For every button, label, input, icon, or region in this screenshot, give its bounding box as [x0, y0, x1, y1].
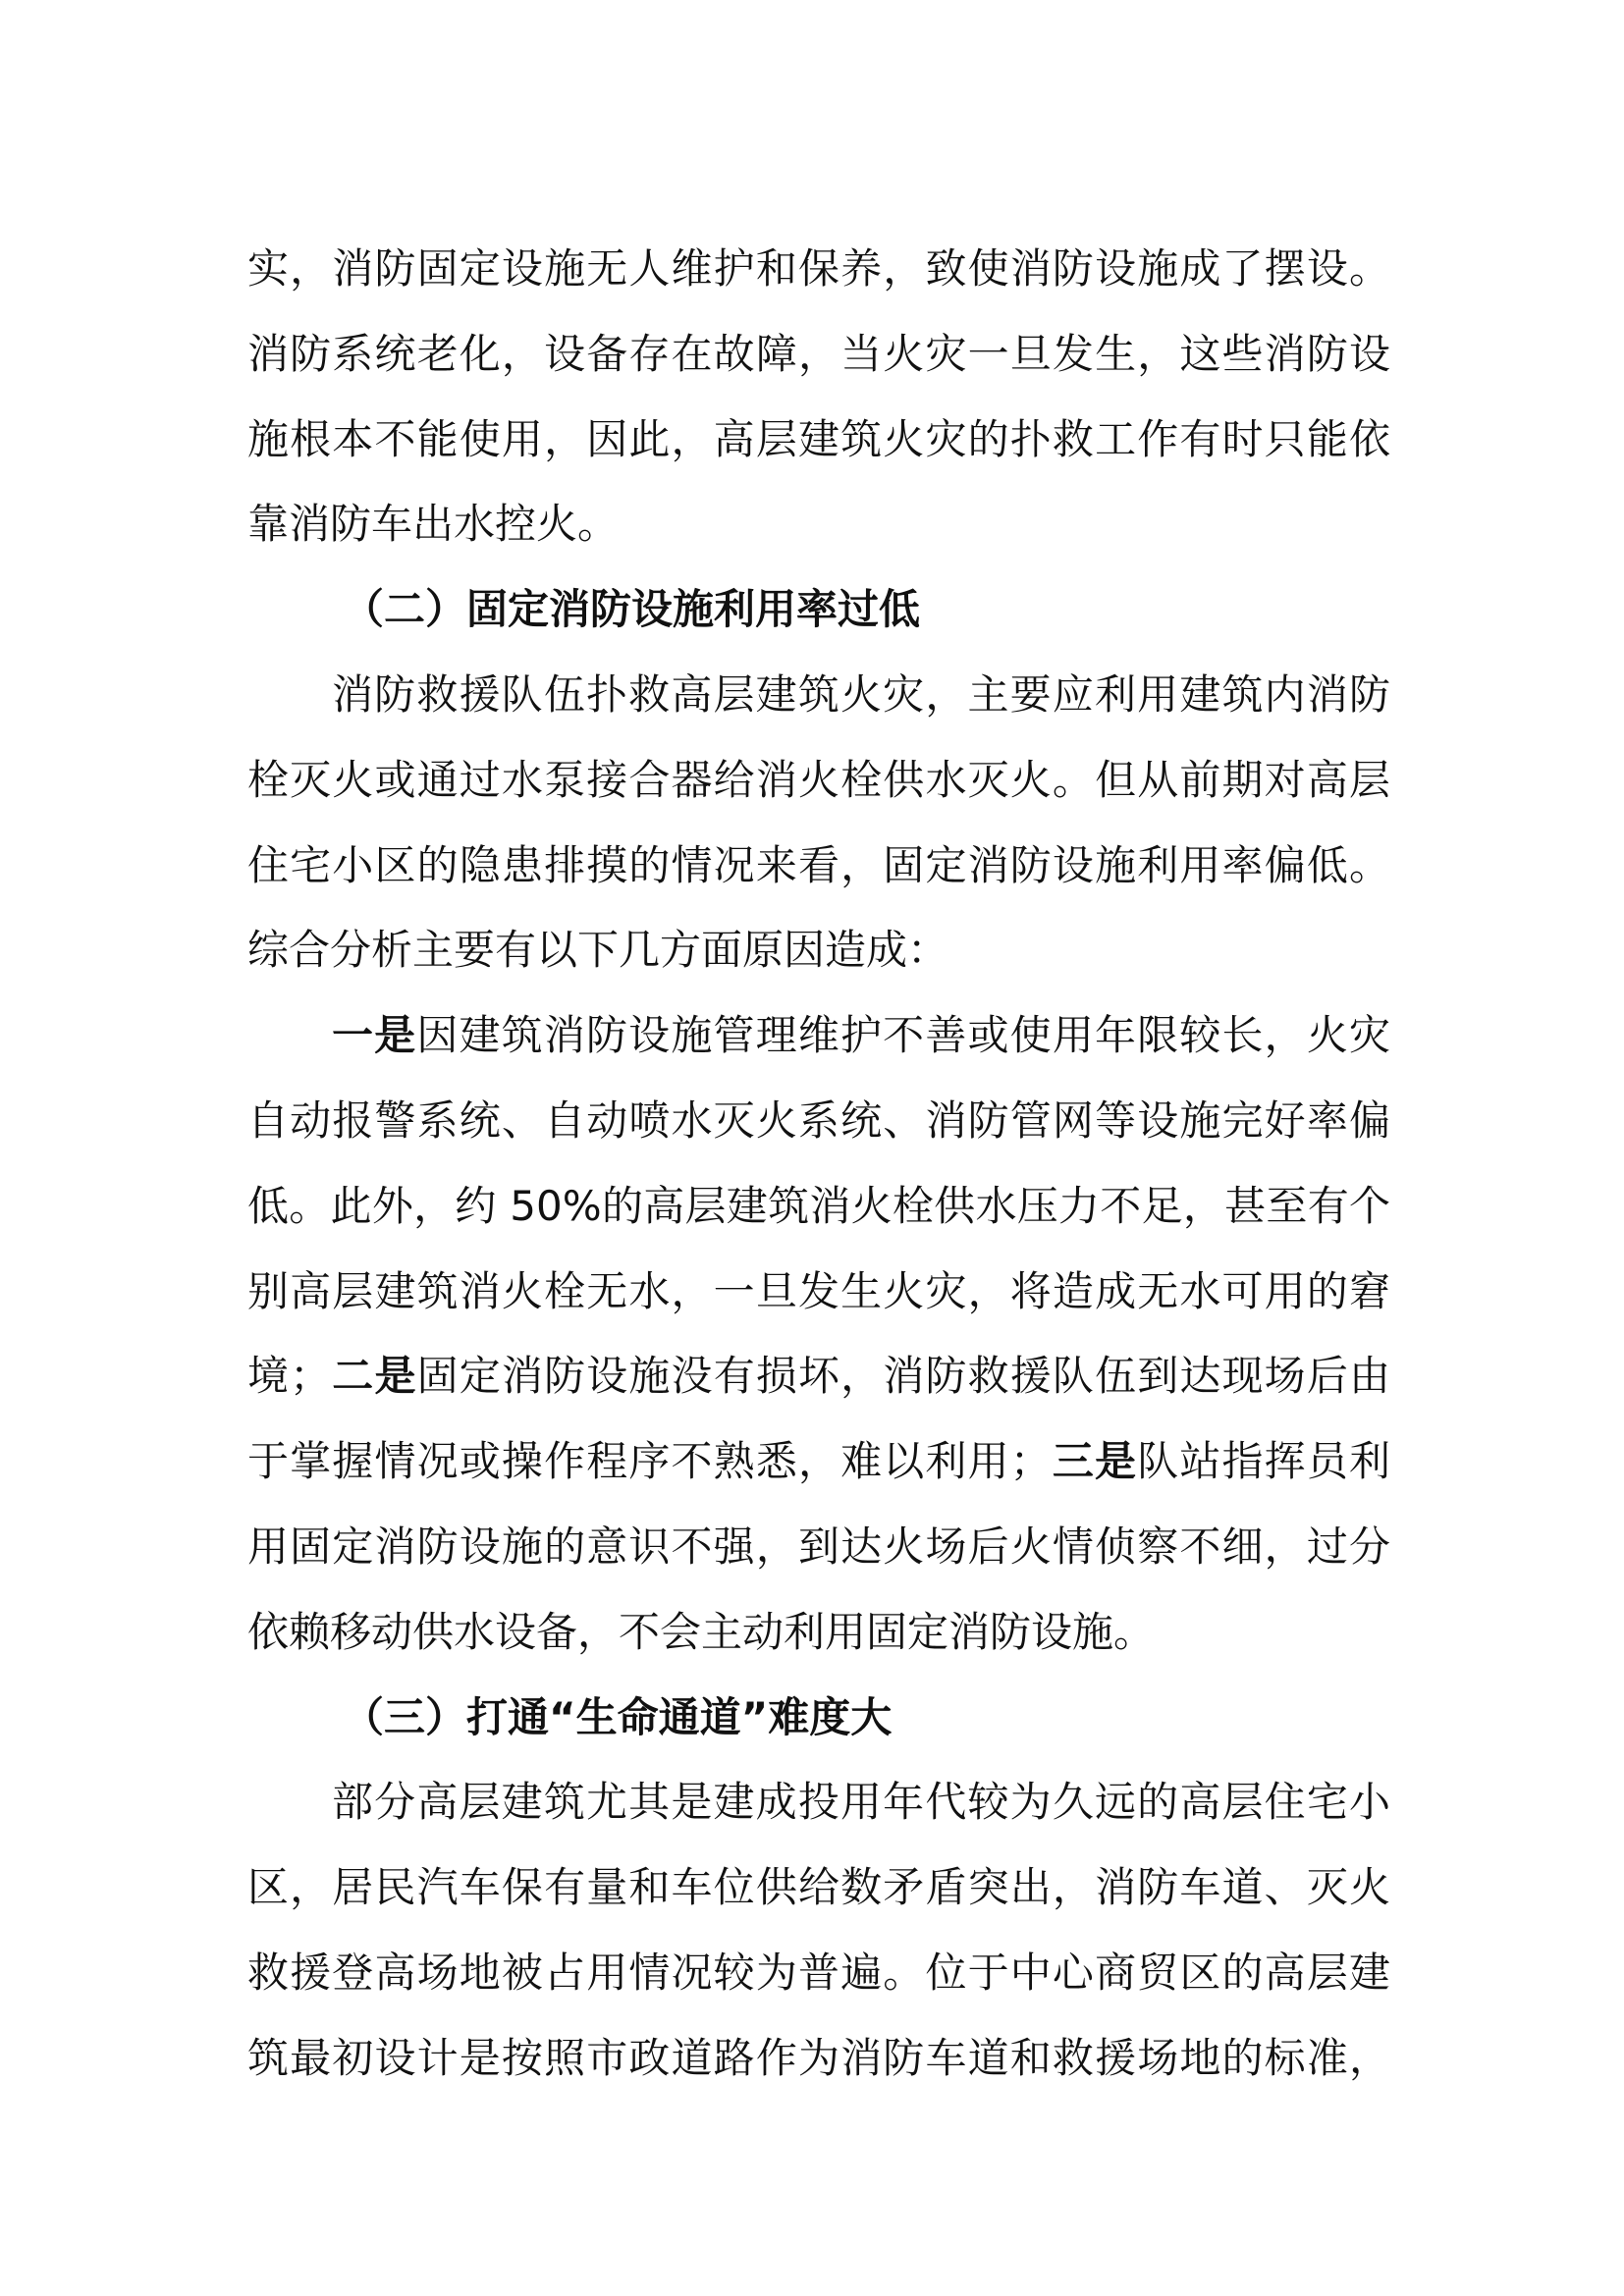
text-run: 用固定消防设施的意识不强，到达火场后火情侦察不细，过分	[247, 1522, 1390, 1571]
text-line	[247, 398, 1390, 483]
text-line	[247, 1676, 1390, 1761]
text-run: （二）固定消防设施利用率过低	[343, 585, 921, 634]
text-line	[247, 824, 1390, 909]
text-run: 靠消防车出水控火。	[247, 500, 620, 549]
section-heading	[247, 1676, 1390, 1761]
text-line	[247, 312, 1390, 398]
text-line	[247, 1590, 1390, 1676]
paragraph	[247, 653, 1390, 993]
text-run: 综合分析主要有以下几方面原因造成：	[247, 926, 949, 975]
text-line	[247, 653, 1390, 738]
text-run: 施根本不能使用，因此，高层建筑火灾的扑救工作有时只能依	[247, 414, 1390, 463]
text-line	[247, 738, 1390, 824]
text-line	[247, 1419, 1390, 1505]
text-line	[247, 1845, 1390, 1931]
text-run: 因建筑消防设施管理维护不善或使用年限较长，火灾	[416, 1011, 1390, 1060]
text-line	[247, 1164, 1390, 1250]
text-line	[247, 1334, 1390, 1419]
text-run: 于掌握情况或操作程序不熟悉，难以利用；	[247, 1437, 1052, 1486]
text-run: 筑最初设计是按照市政道路作为消防车道和救援场地的标准，	[247, 2033, 1390, 2082]
text-run: （三）打通“生命通道”难度大	[343, 1692, 893, 1741]
text-run: 部分高层建筑尤其是建成投用年代较为久远的高层住宅小	[332, 1778, 1390, 1827]
text-line	[247, 1250, 1390, 1335]
text-line	[247, 1760, 1390, 1845]
text-run: 自动报警系统、自动喷水灭火系统、消防管网等设施完好率偏	[247, 1095, 1390, 1145]
text-line	[247, 993, 1390, 1079]
text-run: 救援登高场地被占用情况较为普遍。位于中心商贸区的高层建	[247, 1948, 1390, 1997]
text-run: 栓灭火或通过水泵接合器给消火栓供水灭火。但从前期对高层	[247, 755, 1390, 804]
text-run: 实，消防固定设施无人维护和保养，致使消防设施成了摆设。	[247, 244, 1390, 293]
paragraph	[247, 1760, 1390, 2101]
text-run: 队站指挥员利	[1137, 1437, 1390, 1486]
text-run: 固定消防设施没有损坏，消防救援队伍到达现场后由	[416, 1352, 1390, 1401]
paragraph	[247, 227, 1390, 567]
text-line	[247, 227, 1390, 312]
section-heading	[247, 567, 1390, 653]
text-run: 住宅小区的隐患排摸的情况来看，固定消防设施利用率偏低。	[247, 840, 1390, 889]
text-run: 消防系统老化，设备存在故障，当火灾一旦发生，这些消防设	[247, 329, 1390, 378]
text-run: 依赖移动供水设备，不会主动利用固定消防设施。	[247, 1607, 1156, 1656]
text-line	[247, 567, 1390, 653]
text-run: 低。此外，约 50%的高层建筑消火栓供水压力不足，甚至有个	[247, 1181, 1390, 1230]
text-line	[247, 482, 1390, 567]
text-run: 别高层建筑消火栓无水，一旦发生火灾，将造成无水可用的窘	[247, 1266, 1390, 1315]
text-line	[247, 1931, 1390, 2016]
text-line	[247, 1505, 1390, 1590]
bold-lead-text: 三是	[1051, 1437, 1138, 1486]
text-run: 区，居民汽车保有量和车位供给数矛盾突出，消防车道、灭火	[247, 1863, 1390, 1912]
text-line	[247, 2016, 1390, 2102]
text-run: 消防救援队伍扑救高层建筑火灾，主要应利用建筑内消防	[332, 669, 1390, 719]
document-page	[247, 227, 1390, 2102]
text-line	[247, 1079, 1390, 1164]
text-line	[247, 908, 1390, 993]
bold-lead-text: 二是	[331, 1352, 417, 1401]
bold-lead-text: 一是	[332, 1011, 417, 1060]
text-run: 境；	[247, 1352, 332, 1401]
paragraph	[247, 993, 1390, 1675]
